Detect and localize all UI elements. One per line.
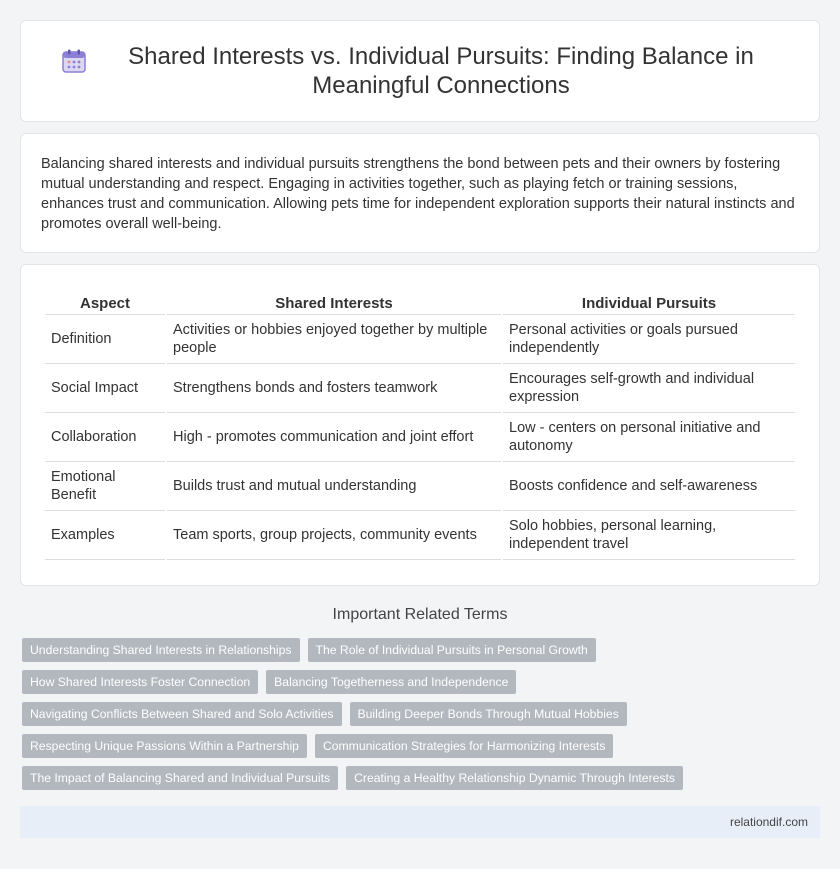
related-terms-title: Important Related Terms [332,606,508,623]
table-cell: Builds trust and mutual understanding [167,462,501,511]
column-header: Shared Interests [167,287,501,315]
footer [20,806,820,838]
related-term-link[interactable]: The Role of Individual Pursuits in Personal Growth [308,638,596,662]
calendar-icon [61,48,87,74]
related-term-link[interactable]: Creating a Healthy Relationship Dynamic Through Interests [346,766,683,790]
column-header: Aspect [45,287,165,315]
footer-site-name: relationdif.com [729,815,808,829]
table-cell: Personal activities or goals pursued independently [503,315,795,364]
comparison-card [20,264,820,586]
table-cell: Emotional Benefit [45,462,165,511]
header-card [20,20,820,122]
column-header: Individual Pursuits [503,287,795,315]
related-term-link[interactable]: Understanding Shared Interests in Relationships [22,638,300,662]
table-cell: Activities or hobbies enjoyed together by multiple people [167,315,501,364]
table-header-row [45,287,795,315]
page-title: Shared Interests vs. Individual Pursuits: Finding Balance in Meaningful Connections [128,43,754,99]
intro-text: Balancing shared interests and individual pursuits strengthens the bond between pets and their owners by fostering mutual understanding and respect. Engaging in activities together, such as playing fetch or training sessions, enhances trust and communication. Allowing pets time for independent exploration supports their natural instincts and promotes overall well-being. [41,156,795,232]
related-term-link[interactable]: Navigating Conflicts Between Shared and Solo Activities [22,702,342,726]
table-cell: Definition [45,315,165,364]
table-cell: Encourages self-growth and individual expression [503,364,795,413]
related-term-link[interactable]: Respecting Unique Passions Within a Partnership [22,734,307,758]
related-term-link[interactable]: Communication Strategies for Harmonizing Interests [315,734,613,758]
related-terms-list [22,638,802,790]
table-row [45,511,795,560]
table-row [45,315,795,364]
related-term-link[interactable]: Building Deeper Bonds Through Mutual Hobbies [350,702,627,726]
related-term-link[interactable]: How Shared Interests Foster Connection [22,670,258,694]
table-row [45,364,795,413]
table-row [45,462,795,511]
table-row [45,413,795,462]
table-cell: Boosts confidence and self-awareness [503,462,795,511]
table-cell: Collaboration [45,413,165,462]
table-cell: Examples [45,511,165,560]
related-term-link[interactable]: Balancing Togetherness and Independence [266,670,516,694]
table-cell: High - promotes communication and joint effort [167,413,501,462]
table-cell: Solo hobbies, personal learning, independent travel [503,511,795,560]
table-cell: Social Impact [45,364,165,413]
comparison-table [43,287,797,560]
table-cell: Low - centers on personal initiative and autonomy [503,413,795,462]
intro-card [20,133,820,253]
table-cell: Strengthens bonds and fosters teamwork [167,364,501,413]
related-term-link[interactable]: The Impact of Balancing Shared and Individual Pursuits [22,766,338,790]
table-cell: Team sports, group projects, community events [167,511,501,560]
